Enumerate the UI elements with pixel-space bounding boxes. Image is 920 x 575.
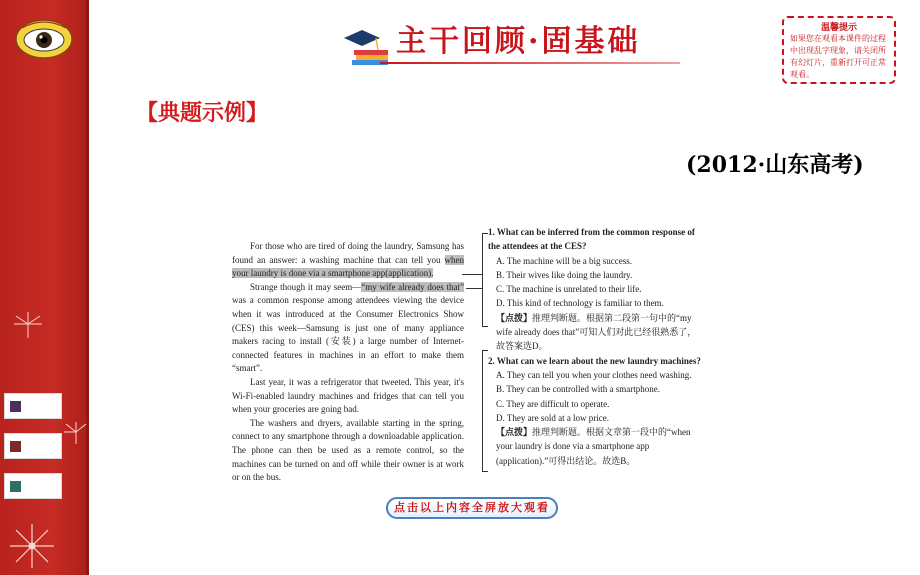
nav-square-icon: [10, 401, 21, 412]
nav-square-icon: [10, 441, 21, 452]
header-banner: [340, 8, 690, 70]
answer-tip: [488, 311, 704, 354]
highlighted-text: when your laundry is done via a smartphone app(application).: [232, 254, 464, 279]
tip-label: 【点拨】: [496, 312, 533, 323]
dandelion-flower-icon: [10, 310, 46, 340]
banner-underline: [380, 62, 680, 64]
nav-square-icon: [10, 481, 21, 492]
graduation-cap-icon: [340, 26, 394, 66]
answer-option: D. This kind of technology is familiar to them.: [496, 298, 664, 309]
logo-emblem-icon: [14, 18, 74, 60]
answer-option: A. They can tell you when your clothes need washing.: [496, 369, 692, 380]
nav-button-2[interactable]: [4, 433, 62, 459]
connector-line: [466, 288, 482, 289]
nav-button-1[interactable]: [4, 393, 62, 419]
section-heading: 【典题示例】: [136, 101, 269, 126]
passage-text: For those who are tired of doing the laundry, Samsung has found an answer: a washing machine that can tell you: [232, 241, 464, 265]
fullscreen-zoom-button[interactable]: 点击以上内容全屏放大观看: [386, 497, 558, 519]
answer-option: C. The machine is unrelated to their life.: [496, 284, 642, 295]
dandelion-flower-icon: [62, 420, 90, 446]
connector-line: [462, 274, 482, 275]
passage-paragraph: [232, 240, 464, 281]
answer-option: B. They can be controlled with a smartphone.: [496, 384, 661, 395]
source-tag: (2012·山东高考): [686, 152, 864, 178]
notice-body: 如果您在观看本课件的过程中出现乱字现象，请关闭所有幻灯片，重新打开可正常观看。: [790, 34, 886, 79]
sidebar-edge: [86, 0, 89, 575]
question-stem: 1. What can be inferred from the common response of the attendees at the CES?: [488, 227, 695, 252]
tip-text: 推理判断题。根据第二段第一句中的“my wife already does that”可知人们对此已经很熟悉了，故答案选D。: [496, 312, 697, 352]
banner-title: 主干回顾·固基础: [396, 24, 641, 59]
dandelion-flower-icon: [8, 522, 56, 570]
answer-option: C. They are difficult to operate.: [496, 398, 610, 409]
reading-passage: [232, 240, 464, 485]
tip-text: 推理判断题。根据文章第一段中的“when your laundry is done via a smartphone app (application).”可得出结论。故选B。: [496, 427, 691, 466]
answer-tip: [488, 425, 704, 468]
answer-option: D. They are sold at a low price.: [496, 412, 610, 423]
highlighted-text: “my wife already does that”: [361, 281, 464, 292]
passage-text: was a common response among attendees viewing the device when it was introduced at the Consumer Electronics Show (CES) this week—Samsung is just one of many appliance makers racing to install (安装) a large number of Internet-connected features in machines in an effort to make them “smart”.: [232, 295, 464, 374]
notice-title: 温馨提示: [820, 23, 857, 33]
question-column: [488, 225, 704, 468]
passage-paragraph: Last year, it was a refrigerator that tweeted. This year, it's Wi-Fi-enabled laundry machines and fridges that can tell you when your groceries are going bad.: [232, 376, 464, 415]
passage-text: Strange though it may seem—: [250, 281, 362, 292]
answer-option: A. The machine will be a big success.: [496, 255, 633, 266]
answer-option: B. Their wives like doing the laundry.: [496, 269, 633, 280]
nav-button-3[interactable]: [4, 473, 62, 499]
question-stem: 2. What can we learn about the new laundry machines?: [488, 355, 701, 366]
passage-paragraph: The washers and dryers, available starting in the spring, connect to any smartphone through a downloadable application. The phone can then be used as a remote control, so the machines can be turned on and off while their owner is at work or on the bus.: [232, 417, 464, 483]
notice-box: [782, 16, 896, 84]
tip-label: 【点拨】: [496, 427, 533, 438]
passage-paragraph: [232, 281, 464, 376]
